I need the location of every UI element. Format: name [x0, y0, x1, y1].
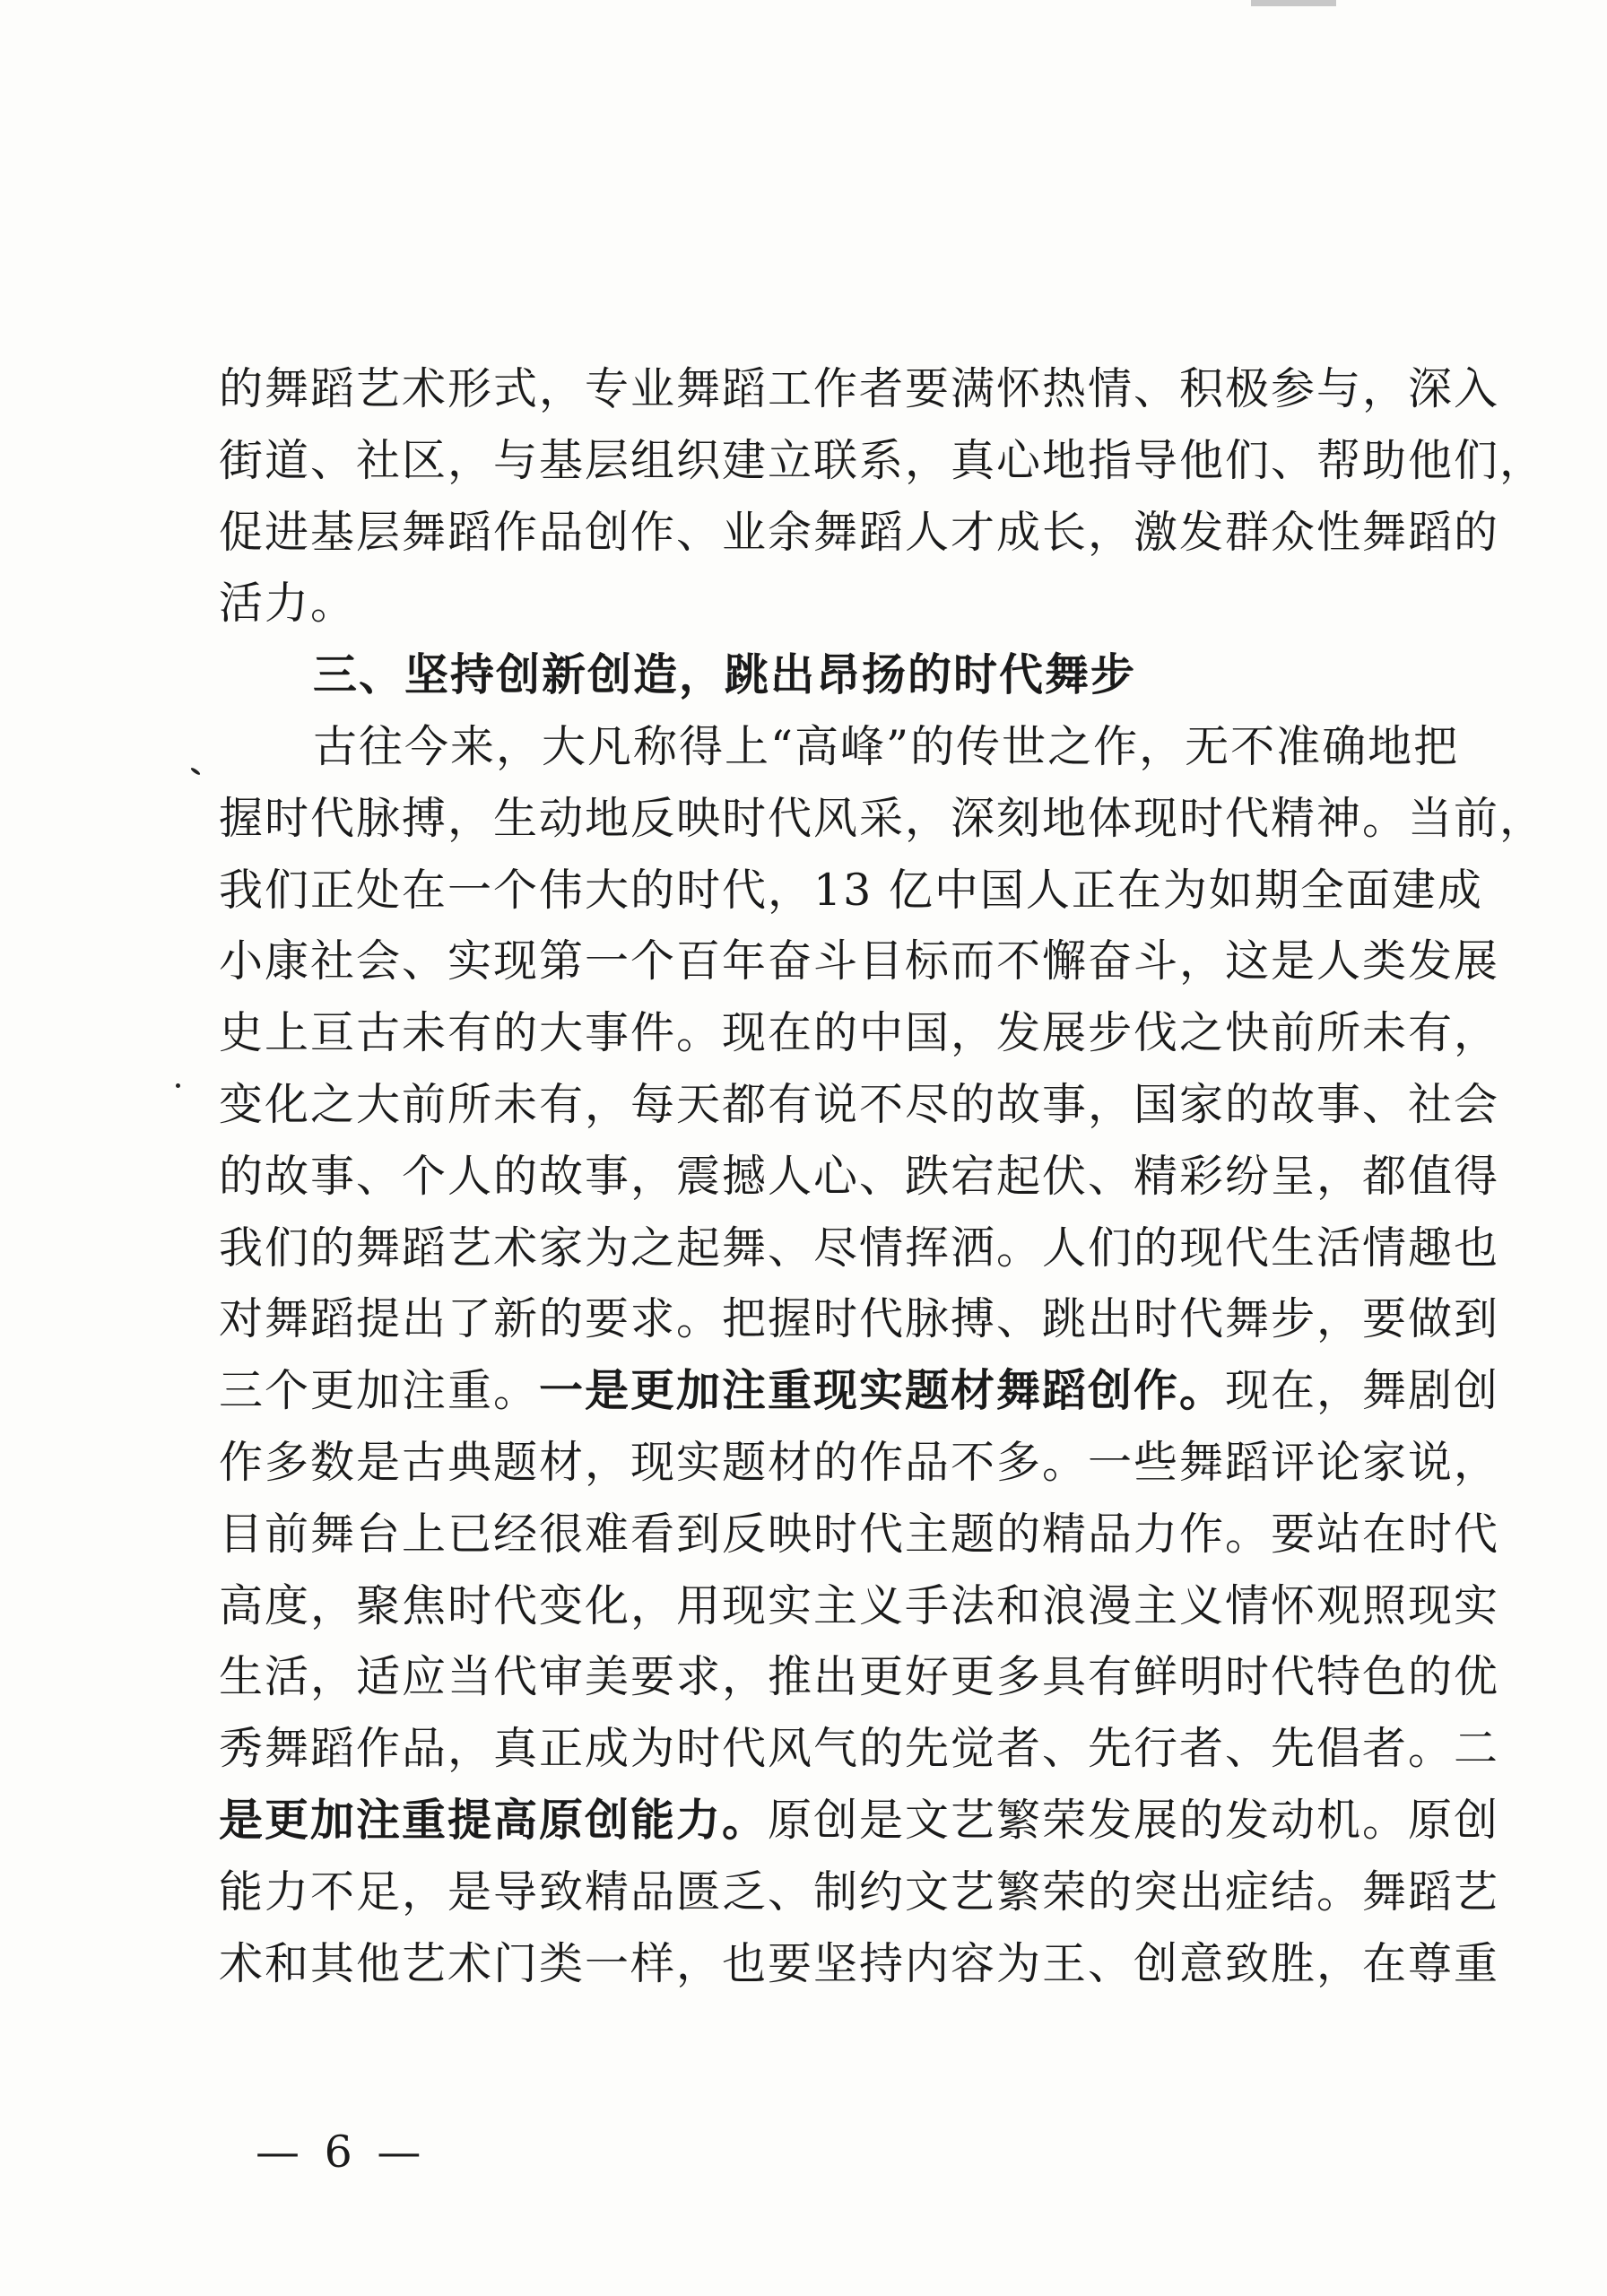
text-line: 小康社会、实现第一个百年奋斗目标而不懈奋斗，这是人类发展 — [219, 935, 1500, 987]
text-line: 变化之大前所未有，每天都有说不尽的故事，国家的故事、社会 — [219, 1078, 1500, 1130]
text-line: 能力不足，是导致精品匮乏、制约文艺繁荣的突出症结。舞蹈艺 — [219, 1866, 1500, 1918]
text-segment: 原创是文艺繁荣发展的发动机。原创 — [768, 1794, 1500, 1846]
text-line: 秀舞蹈作品，真正成为时代风气的先觉者、先行者、先倡者。二 — [219, 1723, 1500, 1775]
text-line: 我们的舞蹈艺术家为之起舞、尽情挥洒。人们的现代生活情趣也 — [219, 1222, 1500, 1274]
text-line: 目前舞台上已经很难看到反映时代主题的精品力作。要站在时代 — [219, 1508, 1500, 1560]
scan-speck — [190, 767, 201, 776]
text-line: 我们正处在一个伟大的时代，13 亿中国人正在为如期全面建成 — [219, 864, 1483, 916]
scan-speck — [176, 1083, 180, 1088]
text-line: 的舞蹈艺术形式，专业舞蹈工作者要满怀热情、积极参与，深入 — [219, 363, 1500, 414]
text-line: 高度，聚焦时代变化，用现实主义手法和浪漫主义情怀观照现实 — [219, 1579, 1500, 1631]
text-line: 促进基层舞蹈作品创作、业余舞蹈人才成长，激发群众性舞蹈的 — [219, 506, 1500, 558]
text-line: 握时代脉搏，生动地反映时代风采，深刻地体现时代精神。当前， — [219, 792, 1546, 844]
text-line: 的故事、个人的故事，震撼人心、跌宕起伏、精彩纷呈，都值得 — [219, 1150, 1500, 1202]
text-segment: 三个更加注重。 — [219, 1365, 540, 1417]
text-line: 术和其他艺术门类一样，也要坚持内容为王、创意致胜，在尊重 — [219, 1937, 1500, 1989]
page-number: — 6 — — [256, 2126, 427, 2178]
text-line: 作多数是古典题材，现实题材的作品不多。一些舞蹈评论家说， — [219, 1436, 1500, 1488]
text-line — [219, 1355, 1500, 1427]
scan-mark — [1251, 0, 1336, 6]
text-segment: 现在，舞剧创 — [1225, 1365, 1500, 1417]
section-heading: 三、坚持创新创造，跳出昂扬的时代舞步 — [313, 649, 1137, 701]
text-line: 活力。 — [219, 578, 357, 630]
text-line: 生活，适应当代审美要求，推出更好更多具有鲜明时代特色的优 — [219, 1651, 1500, 1703]
text-line: 史上亘古未有的大事件。现在的中国，发展步伐之快前所未有， — [219, 1007, 1500, 1059]
text-line: 街道、社区，与基层组织建立联系，真心地指导他们、帮助他们， — [219, 434, 1546, 486]
bold-emphasis: 一是更加注重现实题材舞蹈创作。 — [539, 1365, 1226, 1417]
text-line — [219, 1785, 1500, 1857]
bold-emphasis: 是更加注重提高原创能力。 — [219, 1794, 769, 1846]
text-line: 古往今来，大凡称得上“高峰”的传世之作，无不准确地把 — [313, 720, 1460, 772]
text-line: 对舞蹈提出了新的要求。把握时代脉搏、跳出时代舞步，要做到 — [219, 1293, 1500, 1345]
body-text — [219, 353, 1546, 1999]
